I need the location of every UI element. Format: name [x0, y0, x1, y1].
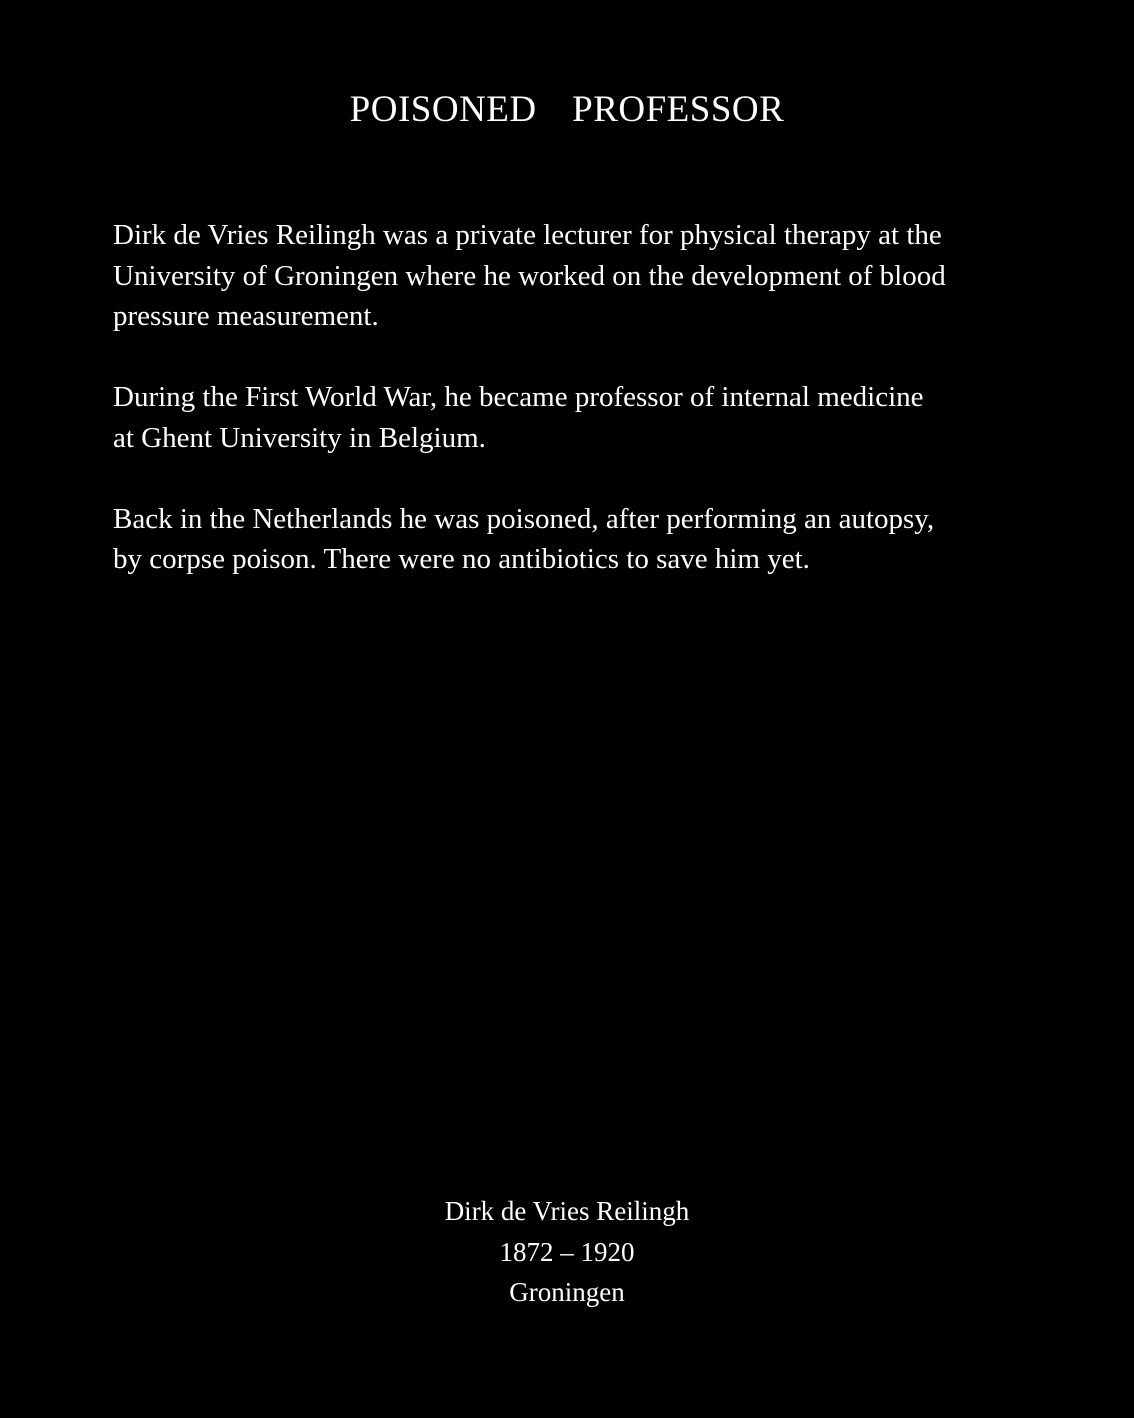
caption-dates: 1872 – 1920	[499, 1236, 635, 1267]
caption	[0, 1191, 1134, 1313]
paragraph-line: University of Groningen where he worked on the development of blood	[113, 259, 946, 292]
paragraph-line: Back in the Netherlands he was poisoned, after performing an autopsy,	[113, 502, 935, 535]
paragraph-lecturer	[113, 215, 1033, 337]
paragraph-line: During the First World War, he became professor of internal medicine	[113, 381, 924, 413]
paragraph-poisoned	[113, 499, 1033, 580]
page-title: POISONED PROFESSOR	[349, 89, 785, 130]
paragraph-line: by corpse poison. There were no antibiotics to save him yet.	[113, 543, 810, 575]
paragraph-line: at Ghent University in Belgium.	[113, 421, 486, 454]
caption-place: Groningen	[509, 1277, 625, 1307]
paragraph-line: pressure measurement.	[113, 300, 379, 332]
paragraph-professor	[113, 377, 1033, 458]
body-text	[113, 215, 1033, 620]
paragraph-line: Dirk de Vries Reilingh was a private lecturer for physical therapy at the	[113, 219, 942, 251]
caption-name: Dirk de Vries Reilingh	[444, 1196, 690, 1226]
